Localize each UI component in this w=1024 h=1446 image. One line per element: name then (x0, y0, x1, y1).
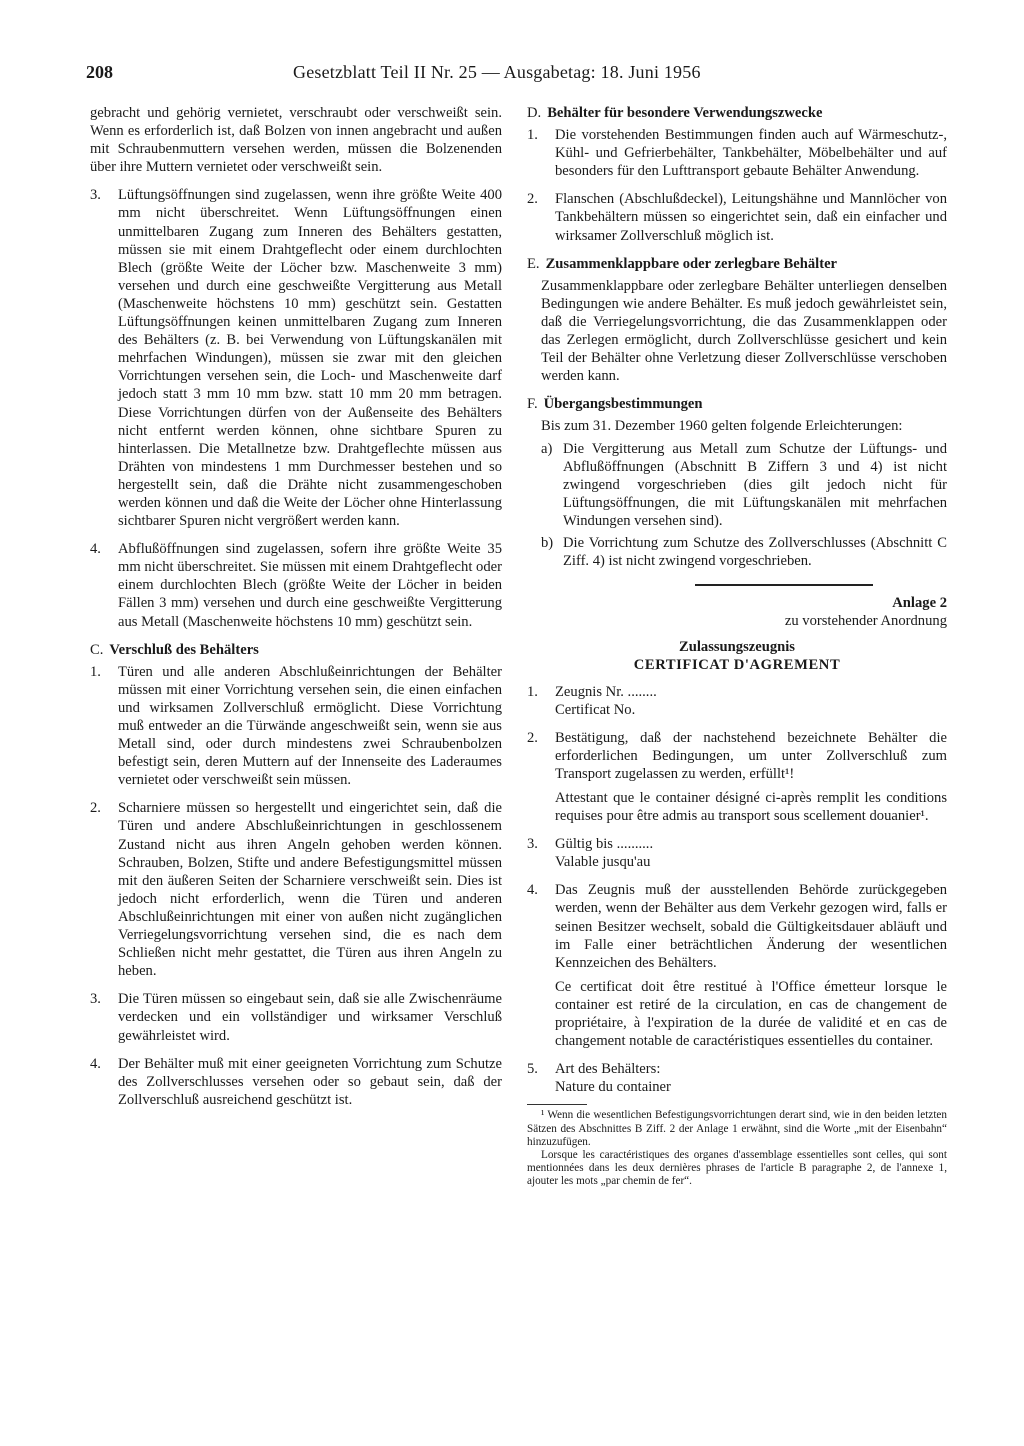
section-heading-c: C. Verschluß des Behälters (90, 641, 259, 658)
page-header (86, 62, 956, 88)
list-item-text: Der Behälter muß mit einer geeigneten Vorrichtung zum Schutze des Zollverschlusses versehen oder so gebaut sein, daß der Zollverschluß ausreichend geschützt ist. (118, 1055, 502, 1108)
list-item-text: Flanschen (Abschlußdeckel), Leitungshähne und Mannlöcher von Tankbehältern müssen so eingerichtet sein, daß ein einfacher und wirksamer Zollverschluß möglich ist. (555, 191, 947, 244)
cert-item-de: Bestätigung, daß der nachstehend bezeichnete Behälter die erforderlichen Bedingungen, um unter Zollverschluß zum Transport zugelassen zu werden, erfüllt¹! (555, 729, 947, 782)
footnote-rule (527, 1104, 587, 1105)
section-f-intro: Bis zum 31. Dezember 1960 gelten folgende Erleichterungen: (541, 418, 903, 435)
footnote-de: ¹ Wenn die wesentlichen Befestigungsvorrichtungen derart sind, wie in den beiden letzten Sätzen des Abschnittes B Ziff. 2 der Anlage 1 erwähnt, sind die Worte „mit der Eisenbahn“ hinzuzufügen. (527, 1109, 947, 1148)
list-item-text: Die Türen müssen so eingebaut sein, daß sie alle Zwischenräume verdecken und ein vollständiger und wirksamer Verschluß gewährleistet wird. (118, 991, 502, 1044)
list-item-c3: 3. Die Türen müssen so eingebaut sein, daß sie alle Zwischenräume verdecken und ein vollständiger und wirksamer Verschluß gewährleistet wird. (90, 991, 502, 1044)
left-column (90, 104, 502, 1119)
list-item-text: Die vorstehenden Bestimmungen finden auch auf Wärmeschutz-, Kühl- und Gefrierbehälter, Tankbehälter, Möbelbehälter und auf besonders für den Lufttransport gebaute Behälter Anwendung. (555, 127, 947, 180)
section-e-text: Zusammenklappbare oder zerlegbare Behälter unterliegen denselben Bedingungen wie andere Behälter. Es muß jedoch gewährleistet sein, daß die Verriegelungsvorrichtung, die das Zusammenklappen oder das Zerlegen ermöglicht, durch Zollverschlüsse gesichert und kein Teil der Behälter ohne Verletzung dieser Zollverschlüsse verschoben werden kann. (541, 277, 947, 385)
section-heading-e: E. Zusammenklappbare oder zerlegbare Behälter (527, 255, 838, 272)
footnotes (527, 1109, 947, 1188)
list-item-text: Lüftungsöffnungen sind zugelassen, wenn ihre größte Weite 400 mm nicht überschreitet. Wenn Lüftungsöffnungen einen unmittelbaren Zugang zum Inneren des Behälters gestatten, müssen sie mit einem Drahtgeflecht oder einem durchlochten Blech (größte Weite der Löcher bzw. Maschenweite 3 mm) versehen und durch eine geschweißte Vergitterung aus Metall (Maschenweite höchstens 10 mm) geschützt sein. Gestatten Lüftungsöffnungen keinen unmittelbaren Zugang zum Inneren des Behälters (z. B. bei Verwendung von Lüftungskanälen mit mehrfachen Windungen), müssen sie zwar mit den gleichen Vorrichtungen versehen sein, die Loch- und Maschenweite darf jedoch statt 3 mm 10 mm bzw. statt 10 mm 20 mm betragen. Diese Vorrichtungen dürfen von der Außenseite des Behälters nicht entfernt werden können, ohne sichtbare Spuren zu hinterlassen. Die Metallnetze bzw. Drahtgeflechte müssen aus Drähten von mindestens 1 mm Durchmesser bestehen und so hergestellt sein, daß die Drähte nicht zusammengeschoben werden können und daß die Weite der Löcher ohne Hinterlassung sichtbarer Spuren nicht vergrößert werden kann. (118, 187, 502, 530)
cert-item-fr: Certificat No. (555, 701, 636, 718)
cert-item-5: 5. Art des Behälters: Nature du container (527, 1060, 947, 1096)
list-item-fb: b) Die Vorrichtung zum Schutze des Zollverschlusses (Abschnitt C Ziff. 4) ist nicht zwingend vorgeschrieben. (541, 534, 947, 570)
list-item-d1: 1. Die vorstehenden Bestimmungen finden auch auf Wärmeschutz-, Kühl- und Gefrierbehälter, Tankbehälter, Möbelbehälter und auf besonders für den Lufttransport gebaute Behälter Anwendung. (527, 127, 947, 180)
list-item-fa: a) Die Vergitterung aus Metall zum Schutze der Lüftungs- und Abflußöffnungen (Abschnitt B Ziffern 3 und 4) ist nicht zwingend vorgeschrieben (dies gilt jedoch nicht für Lüftungsöffnungen, die mit Lüftungskanälen mit mehrfachen Windungen versehen sind). (541, 440, 947, 529)
list-item-text: Scharniere müssen so hergestellt und eingerichtet sein, daß die Türen und andere Abschlußeinrichtungen in geschlossenem Zustand nicht aus ihren Angeln gehoben werden können. Schrauben, Bolzen, Stifte und andere Befestigungsmittel müssen mit den äußeren Seiten der Scharniere verschweißt sein. Dies ist jedoch nicht erforderlich, wenn die Türen und anderen Abschlußeinrichtungen mit einer von außen nicht zugänglichen Verriegelungsvorrichtung versehen sind, die es nach dem Schließen nicht mehr gestattet, die Türen aus ihren Angeln zu heben. (118, 800, 502, 980)
list-item-c2: 2. Scharniere müssen so hergestellt und eingerichtet sein, daß die Türen und andere Abschlußeinrichtungen in geschlossenem Zustand nicht aus ihren Angeln gehoben werden können. Schrauben, Bolzen, Stifte und andere Befestigungsmittel müssen mit den äußeren Seiten der Scharniere verschweißt sein. Dies ist jedoch nicht erforderlich, wenn die Türen und anderen Abschlußeinrichtungen mit einer von außen nicht zugänglichen Verriegelungsvorrichtung versehen sind, die es nach dem Schließen nicht mehr gestattet, die Türen aus ihren Angeln zu heben. (90, 800, 502, 980)
cert-item-fr: Attestant que le container désigné ci-après remplit les conditions requises pour être admis au transport sous scellement douanier¹. (555, 790, 947, 825)
appendix-subtitle: zu vorstehender Anordnung (784, 613, 947, 630)
cert-item-fr: Valable jusqu'au (555, 854, 651, 871)
certificate-title-fr: CERTIFICAT D'AGREMENT (633, 657, 841, 674)
cert-item-2: 2. Bestätigung, daß der nachstehend bezeichnete Behälter die erforderlichen Bedingungen, um unter Zollverschluß zum Transport zugelassen zu werden, erfüllt¹! Attestant que le container désigné ci-après remplit les conditions requises pour être admis au transport sous scellement douanier¹. (527, 729, 947, 825)
running-head: Gesetzblatt Teil II Nr. 25 — Ausgabetag: 18. Juni 1956 (293, 62, 701, 82)
footnote-fr: Lorsque les caractéristiques des organes d'assemblage essentielles sont celles, qui sont mentionnées dans les deux dernières phrases de l'article B paragraphe 2, de l'annexe 1, ajouter les mots „par chemin de fer“. (527, 1149, 947, 1188)
list-item-d2: 2. Flanschen (Abschlußdeckel), Leitungshähne und Mannlöcher von Tankbehältern müssen so eingerichtet sein, daß ein einfacher und wirksamer Zollverschluß möglich ist. (527, 191, 947, 244)
cert-item-de: Zeugnis Nr. ........ (555, 683, 657, 700)
appendix-title: Anlage 2 (892, 595, 947, 612)
list-item-text: Die Vorrichtung zum Schutze des Zollverschlusses (Abschnitt C Ziff. 4) ist nicht zwingend vorgeschrieben. (563, 534, 947, 570)
cert-item-fr: Nature du container (555, 1079, 671, 1096)
list-item-b4: 4. Abflußöffnungen sind zugelassen, sofern ihre größte Weite 35 mm nicht überschreitet. Sie müssen mit einem Drahtgeflecht oder einem durchlochten Blech (größte Weite der Löcher in beiden Fällen 3 mm) versehen und durch eine geschweißte Vergitterung aus Metall (Maschenweite höchstens 10 mm) geschützt sein. (90, 541, 502, 630)
continued-paragraph: gebracht und gehörig vernietet, verschraubt oder verschweißt sein. Wenn es erforderlich ist, daß Bolzen von innen angebracht und außen mit Schraubenmuttern versehen werden, müssen die Bolzenenden über ihre Muttern vernietet oder verschweißt sein. (90, 105, 502, 176)
list-item-b3: 3. Lüftungsöffnungen sind zugelassen, wenn ihre größte Weite 400 mm nicht überschreitet. Wenn Lüftungsöffnungen einen unmittelbaren Zugang zum Inneren des Behälters gestatten, müssen sie mit einem Drahtgeflecht oder einem durchlochten Blech (größte Weite der Löcher bzw. Maschenweite 3 mm) versehen und durch eine geschweißte Vergitterung aus Metall (Maschenweite höchstens 10 mm) geschützt sein. Gestatten Lüftungsöffnungen keinen unmittelbaren Zugang zum Inneren des Behälters (z. B. bei Verwendung von Lüftungskanälen mit mehrfachen Windungen), müssen sie zwar mit den gleichen Vorrichtungen versehen sein, die Loch- und Maschenweite darf jedoch statt 3 mm 10 mm bzw. statt 10 mm 20 mm betragen. Diese Vorrichtungen dürfen von der Außenseite des Behälters nicht entfernt werden können, ohne sichtbare Spuren zu hinterlassen. Die Metallnetze bzw. Drahtgeflechte müssen aus Drähten von mindestens 1 mm Durchmesser bestehen und so hergestellt sein, daß die Drähte nicht zusammengeschoben werden können und daß die Weite der Löcher ohne Hinterlassung sichtbarer Spuren nicht vergrößert werden kann. (90, 187, 502, 530)
cert-item-de: Das Zeugnis muß der ausstellenden Behörde zurückgegeben werden, wenn der Behälter aus dem Verkehr gezogen wird, falls er seinen Besitzer wechselt, sobald die Gültigkeitsdauer abläuft und im Falle einer beträchtlichen Änderung der wesentlichen Kennzeichen des Behälters. (555, 882, 947, 971)
cert-item-4: 4. Das Zeugnis muß der ausstellenden Behörde zurückgegeben werden, wenn der Behälter aus dem Verkehr gezogen wird, falls er seinen Besitzer wechselt, sobald die Gültigkeitsdauer abläuft und im Falle einer beträchtlichen Änderung der wesentlichen Kennzeichen des Behälters. Ce certificat doit être restitué à l'Office émetteur lorsque le container est retiré de la circulation, en cas de changement de propriétaire, à l'expiration de la durée de validité et en cas de changement notable de caractéristiques essentielles du container. (527, 882, 947, 1050)
cert-item-fr: Ce certificat doit être restitué à l'Office émetteur lorsque le container est retiré de la circulation, en cas de changement de propriétaire, à l'expiration de la durée de validité et en cas de changement notable de caractéristiques essentielles du container. (555, 978, 947, 1050)
list-item-text: Türen und alle anderen Abschlußeinrichtungen der Behälter müssen mit einer Vorrichtung versehen sein, die einen einfachen und wirksamen Zollverschluß ermöglicht. Diese Vorrichtung muß entweder an die Türwände angeschweißt sein, wenn sie aus Metall sind, oder durch mindestens zwei Schraubenbolzen befestigt sein, deren Muttern auf der Innenseite des Laderaumes vernietet oder verschweißt sein müssen. (118, 663, 502, 789)
cert-item-1: 1. Zeugnis Nr. ........ Certificat No. (527, 683, 947, 719)
list-item-c4: 4. Der Behälter muß mit einer geeigneten Vorrichtung zum Schutze des Zollverschlusses versehen oder so gebaut sein, daß der Zollverschluß ausreichend geschützt ist. (90, 1055, 502, 1108)
page-number: 208 (86, 62, 113, 82)
cert-item-de: Gültig bis .......... (555, 836, 654, 853)
list-item-text: Abflußöffnungen sind zugelassen, sofern ihre größte Weite 35 mm nicht überschreitet. Sie müssen mit einem Drahtgeflecht oder einem durchlochten Blech (größte Weite der Löcher in beiden Fällen 3 mm) versehen und durch eine geschweißte Vergitterung aus Metall (Maschenweite höchstens 10 mm) geschützt sein. (118, 541, 502, 630)
list-item-c1: 1. Türen und alle anderen Abschlußeinrichtungen der Behälter müssen mit einer Vorrichtung versehen sein, die einen einfachen und wirksamen Zollverschluß ermöglicht. Diese Vorrichtung muß entweder an die Türwände angeschweißt sein, wenn sie aus Metall sind, oder durch mindestens zwei Schraubenbolzen befestigt sein, deren Muttern auf der Innenseite des Laderaumes vernietet oder verschweißt sein müssen. (90, 663, 502, 789)
section-heading-d: D. Behälter für besondere Verwendungszwecke (527, 105, 823, 121)
cert-item-de: Art des Behälters: (555, 1061, 661, 1078)
section-heading-f: F. Übergangsbestimmungen (527, 396, 703, 413)
list-item-text: Die Vergitterung aus Metall zum Schutze der Lüftungs- und Abflußöffnungen (Abschnitt B Ziffern 3 und 4) ist nicht zwingend vorgeschrieben (dies gilt jedoch nicht für Lüftungsöffnungen, die mit Lüftungskanälen mit mehrfachen Windungen versehen sind). (563, 440, 947, 529)
certificate-title-de: Zulassungszeugnis (679, 639, 795, 656)
right-column (527, 104, 947, 1189)
divider-rule (695, 584, 873, 586)
cert-item-3: 3. Gültig bis .......... Valable jusqu'au (527, 835, 947, 871)
